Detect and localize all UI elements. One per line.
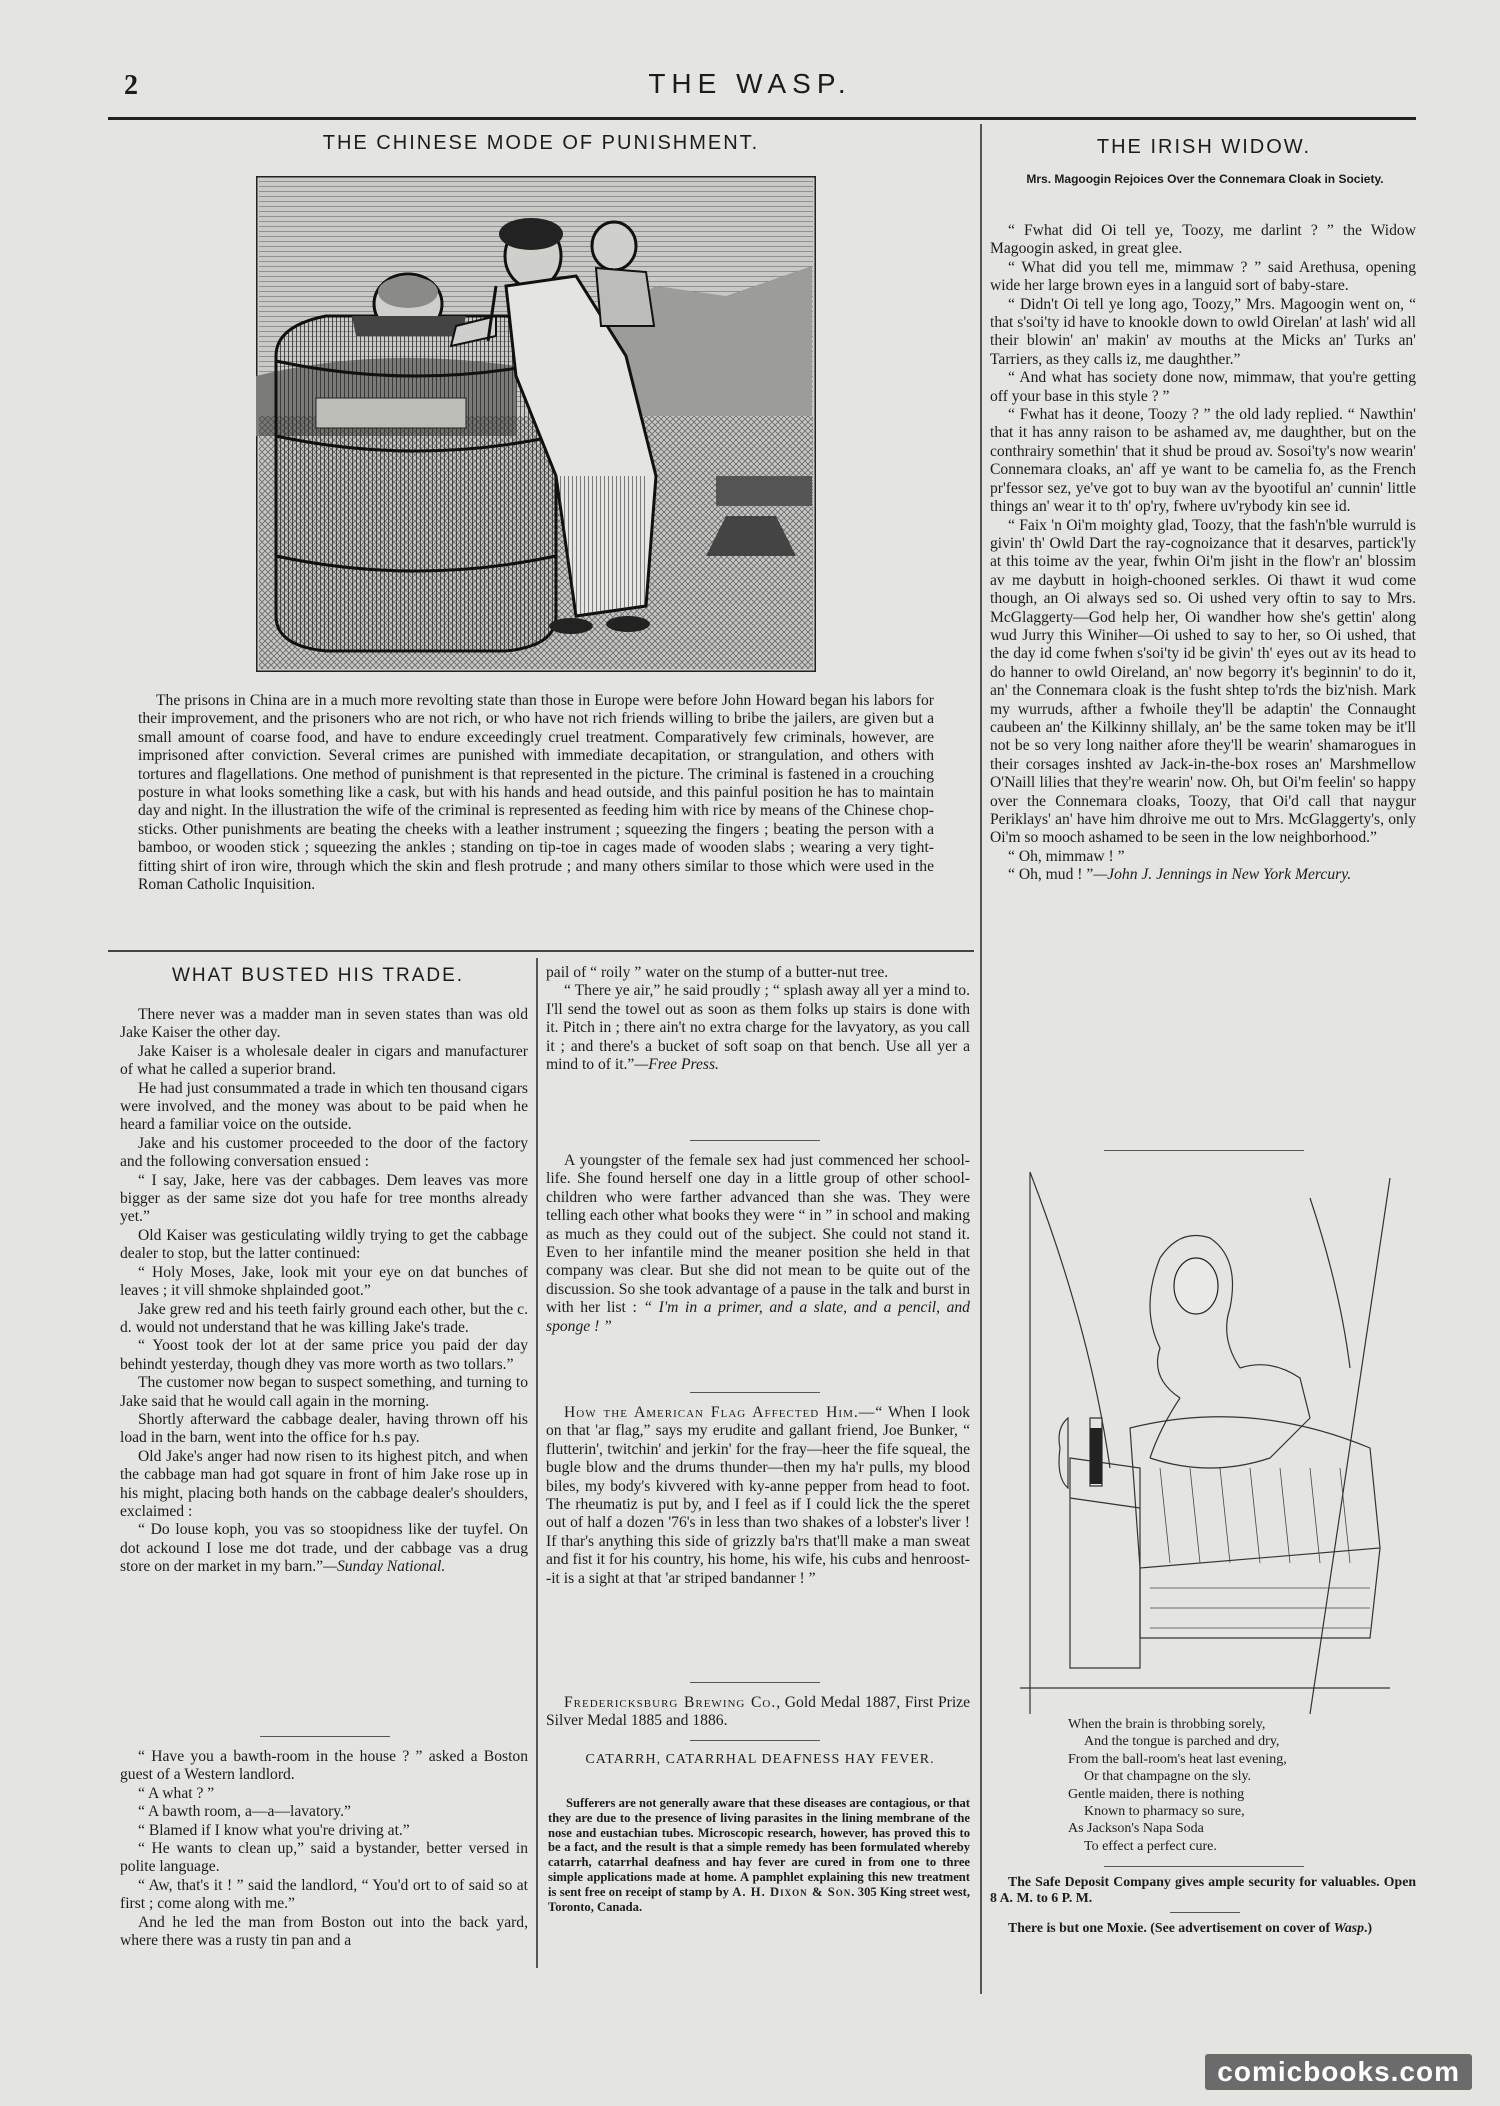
chinese-article-text: The prisons in China are in a much more revolting state than those in Europe were before John Howard began his labors for their improvement, and the prisoners who are not rich, or who have not rich friends willing to bribe the jailers, are given but a small amount of coarse food, and have to endure exceedingly cruel treatment. Comparatively few criminals, however, are imprisoned after conviction. Several crimes are punished with immediate decapitation, or strangulation, and others with tortures and flagellations. One method of punishment is that represented in the picture. The criminal is fastened in a crouching posture in what looks something like a cask, but with his hands and head outside, and this painful position he has to maintain day and night. In the illustration the wife of the criminal is represented as feeding him with rice by means of the Chinese chop-sticks. Other punishments are beating the cheeks with a leather instrument ; squeezing the fingers ; beating the person with a bamboo, or wooden stick ; squeezing the ankles ; standing on tip-toe in cages made of wooden slabs ; wearing a very tight-fitting shirt of iron wire, through which the skin and flesh protrude ; and many others similar to those which were used in the Roman Catholic Inquisition. <box>138 692 934 894</box>
paragraph <box>546 982 970 1074</box>
verse-line: And the tongue is parched and dry, <box>1084 1734 1280 1750</box>
source-credit: —John J. Jennings in New York Mercury. <box>1093 866 1352 884</box>
moxie-text: There is but one Moxie. (See advertisement on cover of <box>1008 1920 1334 1935</box>
paragraph: He had just consummated a trade in which ten thousand cigars were involved, and the money was about to be paid when he heard a familiar voice on the outside. <box>120 1079 528 1134</box>
section-divider <box>108 950 974 952</box>
quote-text: “ Oh, mud ! ” <box>1008 866 1094 884</box>
youngster-quote: “ I'm in a primer, and a slate, and a pencil, and sponge ! ” <box>546 1299 970 1335</box>
quote-text: “ Do louse koph, you vas so stoopidness like der tuyfel. On dot ackound I lose me dot trade, und der cabbage vas a drug store on der market in my barn.” <box>120 1521 528 1576</box>
paragraph: “ Oh, mimmaw ! ” <box>1008 847 1125 865</box>
paragraph: Jake and his customer proceeded to the door of the factory and the following conversation ensued : <box>120 1134 528 1171</box>
bathroom-anecdote <box>120 1748 528 1950</box>
verse-line: Known to pharmacy so sure, <box>1084 1804 1245 1820</box>
paragraph: Jake Kaiser is a wholesale dealer in cigars and manufacturer of what he called a superior brand. <box>120 1042 528 1079</box>
paragraph: “ Fwhat did Oi tell ye, Toozy, me darlint ? ” the Widow Magoogin asked, in great glee. <box>990 222 1416 258</box>
bathroom-continuation <box>546 964 970 1074</box>
verse-line: Or that champagne on the sly. <box>1084 1769 1252 1785</box>
verse-line: To effect a perfect cure. <box>1084 1838 1217 1854</box>
paragraph: The Safe Deposit Company gives ample security for valuables. Open 8 A. M. to 6 P. M. <box>990 1874 1416 1906</box>
busted-article-title: WHAT BUSTED HIS TRADE. <box>171 965 465 986</box>
paragraph: “ Aw, that's it ! ” said the landlord, “ You'd ort to of said so at first ; come along with me.” <box>120 1876 528 1913</box>
paragraph: “ Yoost took der lot at der same price you paid der day behindt yesterday, though dhey vas more worth as two tollars.” <box>120 1337 528 1373</box>
paragraph <box>990 866 1416 884</box>
verse-line: When the brain is throbbing sorely, <box>1068 1717 1266 1732</box>
verse-line: From the ball-room's heat last evening, <box>1068 1751 1287 1767</box>
paragraph: “ A what ? ” <box>138 1784 215 1802</box>
safe-deposit-notice <box>990 1874 1416 1906</box>
paragraph: There never was a madder man in seven states than was old Jake Kaiser the other day. <box>120 1006 528 1042</box>
napa-soda-verse <box>1068 1716 1388 1855</box>
paragraph: “ Have you a bawth-room in the house ? ” asked a Boston guest of a Western landlord. <box>120 1748 528 1784</box>
paragraph: “ A bawth room, a—a—lavatory.” <box>138 1803 351 1821</box>
irish-widow-body <box>990 222 1416 885</box>
page-number: 2 <box>124 70 138 101</box>
separator <box>1170 1912 1240 1913</box>
moxie-notice <box>990 1920 1416 1936</box>
column-divider-middle <box>536 958 538 1968</box>
separator <box>1104 1866 1304 1867</box>
paragraph <box>546 1152 970 1336</box>
paragraph: “ And what has society done now, mimmaw, that you're getting off your base in this style ? ” <box>990 369 1416 405</box>
catarrh-title: CATARRH, CATARRHAL DEAFNESS HAY FEVER. <box>585 1752 935 1767</box>
separator <box>690 1392 820 1393</box>
chinese-punishment-illustration <box>256 176 816 672</box>
paragraph: Old Jake's anger had now risen to its highest pitch, and when the cabbage man had got square in front of him Jake rose up in his might, placing both hands on the cabbage dealer's shoulders, exclaimed : <box>120 1447 528 1520</box>
brewing-notice <box>546 1694 970 1731</box>
quote-text: “ There ye air,” he said proudly ; “ splash away all yer a mind to. I'll send the towel out as soon as them folks up stairs is done with it. Pitch in ; there ain't no extra charge for the lavyatory, as you call it ; and there's a bucket of soft soap on that bench. Use all yer a mind to of it.” <box>546 982 970 1074</box>
paragraph <box>990 1920 1416 1936</box>
paragraph: “ What did you tell me, mimmaw ? ” said Arethusa, opening wide her large brown eyes in a languid sort of baby-stare. <box>990 258 1416 295</box>
paragraph: “ Blamed if I know what you're driving at.” <box>138 1821 410 1839</box>
watermark: comicbooks.com <box>1205 2054 1472 2090</box>
youngster-text: A youngster of the female sex had just commenced her school-life. She found herself one day in a little group of other school-children who were farther advanced than she was. They were telling each other what books they were “ in ” in school and making as much as they could out of the subject. She could not stand it. Even to her infantile mind the meaner position she held in that company was clear. But she did not mean to be quite out of the discussion. So she took advantage of a pause in the talk and burst in with her list : <box>546 1152 970 1317</box>
busted-article-body <box>120 1006 528 1577</box>
header-rule <box>108 117 1416 120</box>
source-credit: —Free Press. <box>634 1056 719 1074</box>
verse-line: As Jackson's Napa Soda <box>1068 1821 1204 1837</box>
paragraph <box>546 1694 970 1731</box>
separator <box>690 1140 820 1141</box>
paragraph: “ I say, Jake, here vas der cabbages. Dem leaves vas more bigger as der same size dot you hafe for tree months already yet.” <box>120 1171 528 1226</box>
paragraph: “ Didn't Oi tell ye long ago, Toozy,” Mrs. Magoogin went on, “ that s'soi'ty id have to knookle down to owld Oirelan' at lash' wid all their blowin' an' makin' av mouths at the Micks an' Turks an' Tarriers, as they calls iz, me daughther.” <box>990 295 1416 368</box>
chinese-article-body <box>138 692 934 894</box>
brewing-text: , Gold Medal 1887, First Prize Silver Medal 1885 and 1886. <box>546 1694 970 1730</box>
separator <box>690 1740 820 1741</box>
source-credit: —Sunday National. <box>323 1558 446 1576</box>
verse-line: Gentle maiden, there is nothing <box>1068 1786 1245 1802</box>
paragraph: “ He wants to clean up,” said a bystander, better versed in polite language. <box>120 1840 528 1876</box>
paragraph: Shortly afterward the cabbage dealer, having thrown off his load in the barn, went into the office for h.s pay. <box>120 1410 528 1447</box>
paragraph: “ Fwhat has it deone, Toozy ? ” the old lady replied. “ Nawthin' that it has anny raison to be ashamed av, me daughther, but on the conthrairy somethin' that it shud be proud av. Sosoi'ty's now wearin' Connemara cloaks, an' aff ye want to be camelia fo, as the French pr'fessor sez, ye've got to buy wan av the byootiful an' cunnin' little things an' wear it to th' op'ry, fwhere uv'rybody kin see id. <box>990 406 1416 516</box>
moxie-italic: Wasp <box>1333 1920 1364 1935</box>
flag-lead: How the American Flag Affected Him.— <box>564 1404 876 1421</box>
paragraph <box>546 1404 970 1588</box>
irish-widow-title: THE IRISH WIDOW. <box>1096 136 1312 158</box>
paragraph: pail of “ roily ” water on the stump of a butter-nut tree. <box>546 964 889 981</box>
paragraph: And he led the man from Boston out into the back yard, where there was a rusty tin pan and a <box>120 1913 528 1950</box>
paragraph: The customer now began to suspect something, and turning to Jake said that he would call again in the morning. <box>120 1374 528 1410</box>
youngster-anecdote <box>546 1152 970 1336</box>
irish-widow-subtitle: Mrs. Magoogin Rejoices Over the Connemara Cloak in Society. <box>1026 172 1384 186</box>
paragraph <box>548 1796 970 1914</box>
paragraph: Jake grew red and his teeth fairly ground each other, but the c. d. would not understand that he was killing Jake's trade. <box>120 1300 528 1336</box>
chinese-article-title: THE CHINESE MODE OF PUNISHMENT. <box>322 132 760 154</box>
separator <box>690 1682 820 1683</box>
paragraph: “ Faix 'n Oi'm moighty glad, Toozy, that the fash'n'ble wurruld is givin' th' Owld Dart the ray-cognoizance that it desarves, partick'ly at this toime av the year, fwhin Oi'm jisht in the flow'r an' blossim av me daybutt in hoigh-chooned serkles. Oi thawt it wud come though, an Oi always sed so. Oi ushed very oftin to say to Mrs. McGlaggerty—God help her, Oi wandher how she's gettin' along wud Jurry this Winiher—Oi ushed to say to her, so Oi ushed, that the day id come fwhen s'soi'ty id be givin' th' eyes out av its head to do hanner to owld Oireland, an' now begorry it's beginnin' to do it, an' the Connemara cloak is the fusht shtep to'rds the biz'nish. Mark my wurruds, afther a fwhoile they'll be adaptin' the Connaught caubeen an' the Kilkinny shillaly, an' be the same token may be it'll not be so very long naither afore they'll be wearin' shamarogues in their corsages inshted av Jack-in-the-box roses an' Marshmellow O'Naill lilies that they're wearin' now. Oh, but Oi'm feelin' so happy over the Connemara cloaks, Toozy, that Oi'd call that naygur Periklays' an' have him dhroive me out to Mrs. McGlaggerty's, only Oi'm so mooch ashamed to be seen in the low neighborhood.” <box>990 516 1416 847</box>
flag-anecdote <box>546 1404 970 1588</box>
catarrh-notice <box>548 1796 970 1914</box>
catarrh-text: Sufferers are not generally aware that these diseases are contagious, or that they are due to the presence of living parasites in the lining membrane of the nose and eustachian tubes. Microscopic research, however, has proved this to be a fact, and the result is that a simple remedy has been formulated whereby catarrh, catarrhal deafness and hay fever are cured in from one to three simple applications made at home. A pamphlet explaining this new treatment is sent free on receipt of stamp by <box>548 1796 970 1899</box>
bedroom-illustration <box>1010 1168 1398 1714</box>
separator <box>260 1736 390 1737</box>
brewing-company: Fredericksburg Brewing Co. <box>564 1694 777 1711</box>
catarrh-address: . 305 King street west, Toronto, Canada. <box>548 1884 970 1914</box>
flag-text: “ When I look on that 'ar flag,” says my erudite and gallant friend, Joe Bunker, “ flutterin', twitchin' and jerkin' for the fray—heer the fife squeal, the bugle blow and the drums thunder—then my ha'r pulls, my blood biles, my body's kivvered with ky-anne pepper from head to foot. The rheumatiz is put by, and I feel as if I could lick the the speret out of half a dozen '76's in less than two shakes of a lobster's liver ! If thar's anything this side of grizzly ba'rs that'll make a man sweat and fist it for his country, his home, his wife, his cubs and henroost--it is a sight at that 'ar striped bandanner ! ” <box>546 1404 970 1587</box>
paragraph: Old Kaiser was gesticulating wildly trying to get the cabbage dealer to stop, but the latter continued: <box>120 1226 528 1263</box>
separator <box>1104 1150 1304 1151</box>
paragraph: “ Holy Moses, Jake, look mit your eye on dat bunches of leaves ; it vill shmoke shplainded goot.” <box>120 1263 528 1300</box>
catarrh-firm: A. H. Dixon & Son <box>732 1884 852 1899</box>
paragraph <box>120 1521 528 1576</box>
column-divider-right <box>980 124 982 1994</box>
moxie-end: .) <box>1364 1920 1373 1935</box>
masthead: THE WASP. <box>648 68 852 99</box>
